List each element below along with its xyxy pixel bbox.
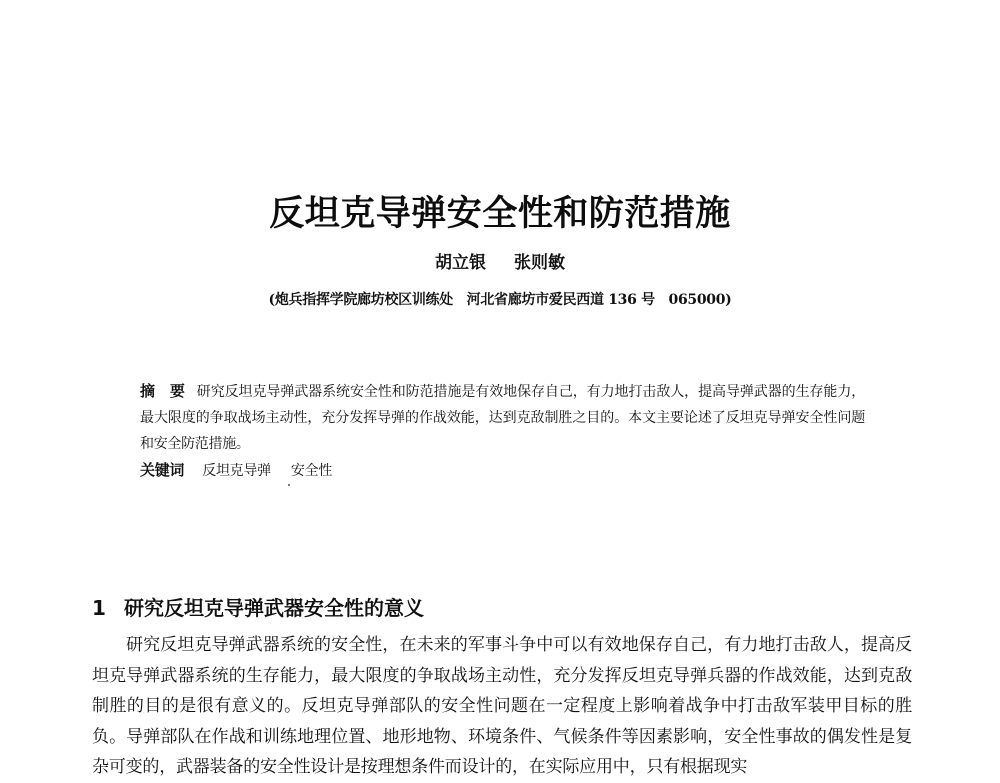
section-heading	[92, 592, 424, 621]
author-name: 胡立银	[435, 253, 487, 273]
keywords-label: 关键词	[140, 461, 185, 479]
section-number: 1	[92, 596, 106, 620]
author-name: 张则敏	[513, 253, 565, 273]
author-affiliation: (炮兵指挥学院廊坊校区训练处 河北省廊坊市爱民西道 136 号 065000)	[268, 292, 732, 308]
keywords-block	[140, 459, 348, 480]
abstract-text: 研究反坦克导弹武器系统安全性和防范措施是有效地保存自己，有力地打击敌人，提高导弹武器的生存能力，最大限度的争取战场主动性，充分发挥导弹的作战效能，达到克敌制胜之目的。本文主要论述了反坦克导弹安全性问题和安全防范措施。	[140, 384, 865, 452]
body-paragraph: 研究反坦克导弹武器系统的安全性，在未来的军事斗争中可以有效地保存自己，有力地打击敌人，提高反坦克导弹武器系统的生存能力，最大限度的争取战场主动性，充分发挥反坦克导弹兵器的作战效能，达到克敌制胜的目的是很有意义的。反坦克导弹部队的安全性问题在一定程度上影响着战争中打击敌军装甲目标的胜负。导弹部队在作战和训练地理位置、地形地物、环境条件、气候条件等因素影响，安全性事故的偶发性是复杂可变的，武器装备的安全性设计是按理想条件而设计的，在实际应用中，只有根据现实	[92, 635, 912, 777]
section-title: 研究反坦克导弹武器安全性的意义	[124, 596, 424, 620]
keyword: 反坦克导弹	[202, 463, 271, 479]
paper-title: 反坦克导弹安全性和防范措施	[269, 194, 731, 234]
author-list	[0, 248, 1000, 273]
keyword: 安全性	[290, 463, 333, 479]
abstract-label: 摘 要	[140, 382, 185, 400]
abstract-block	[140, 378, 865, 457]
scan-speck	[288, 484, 290, 486]
